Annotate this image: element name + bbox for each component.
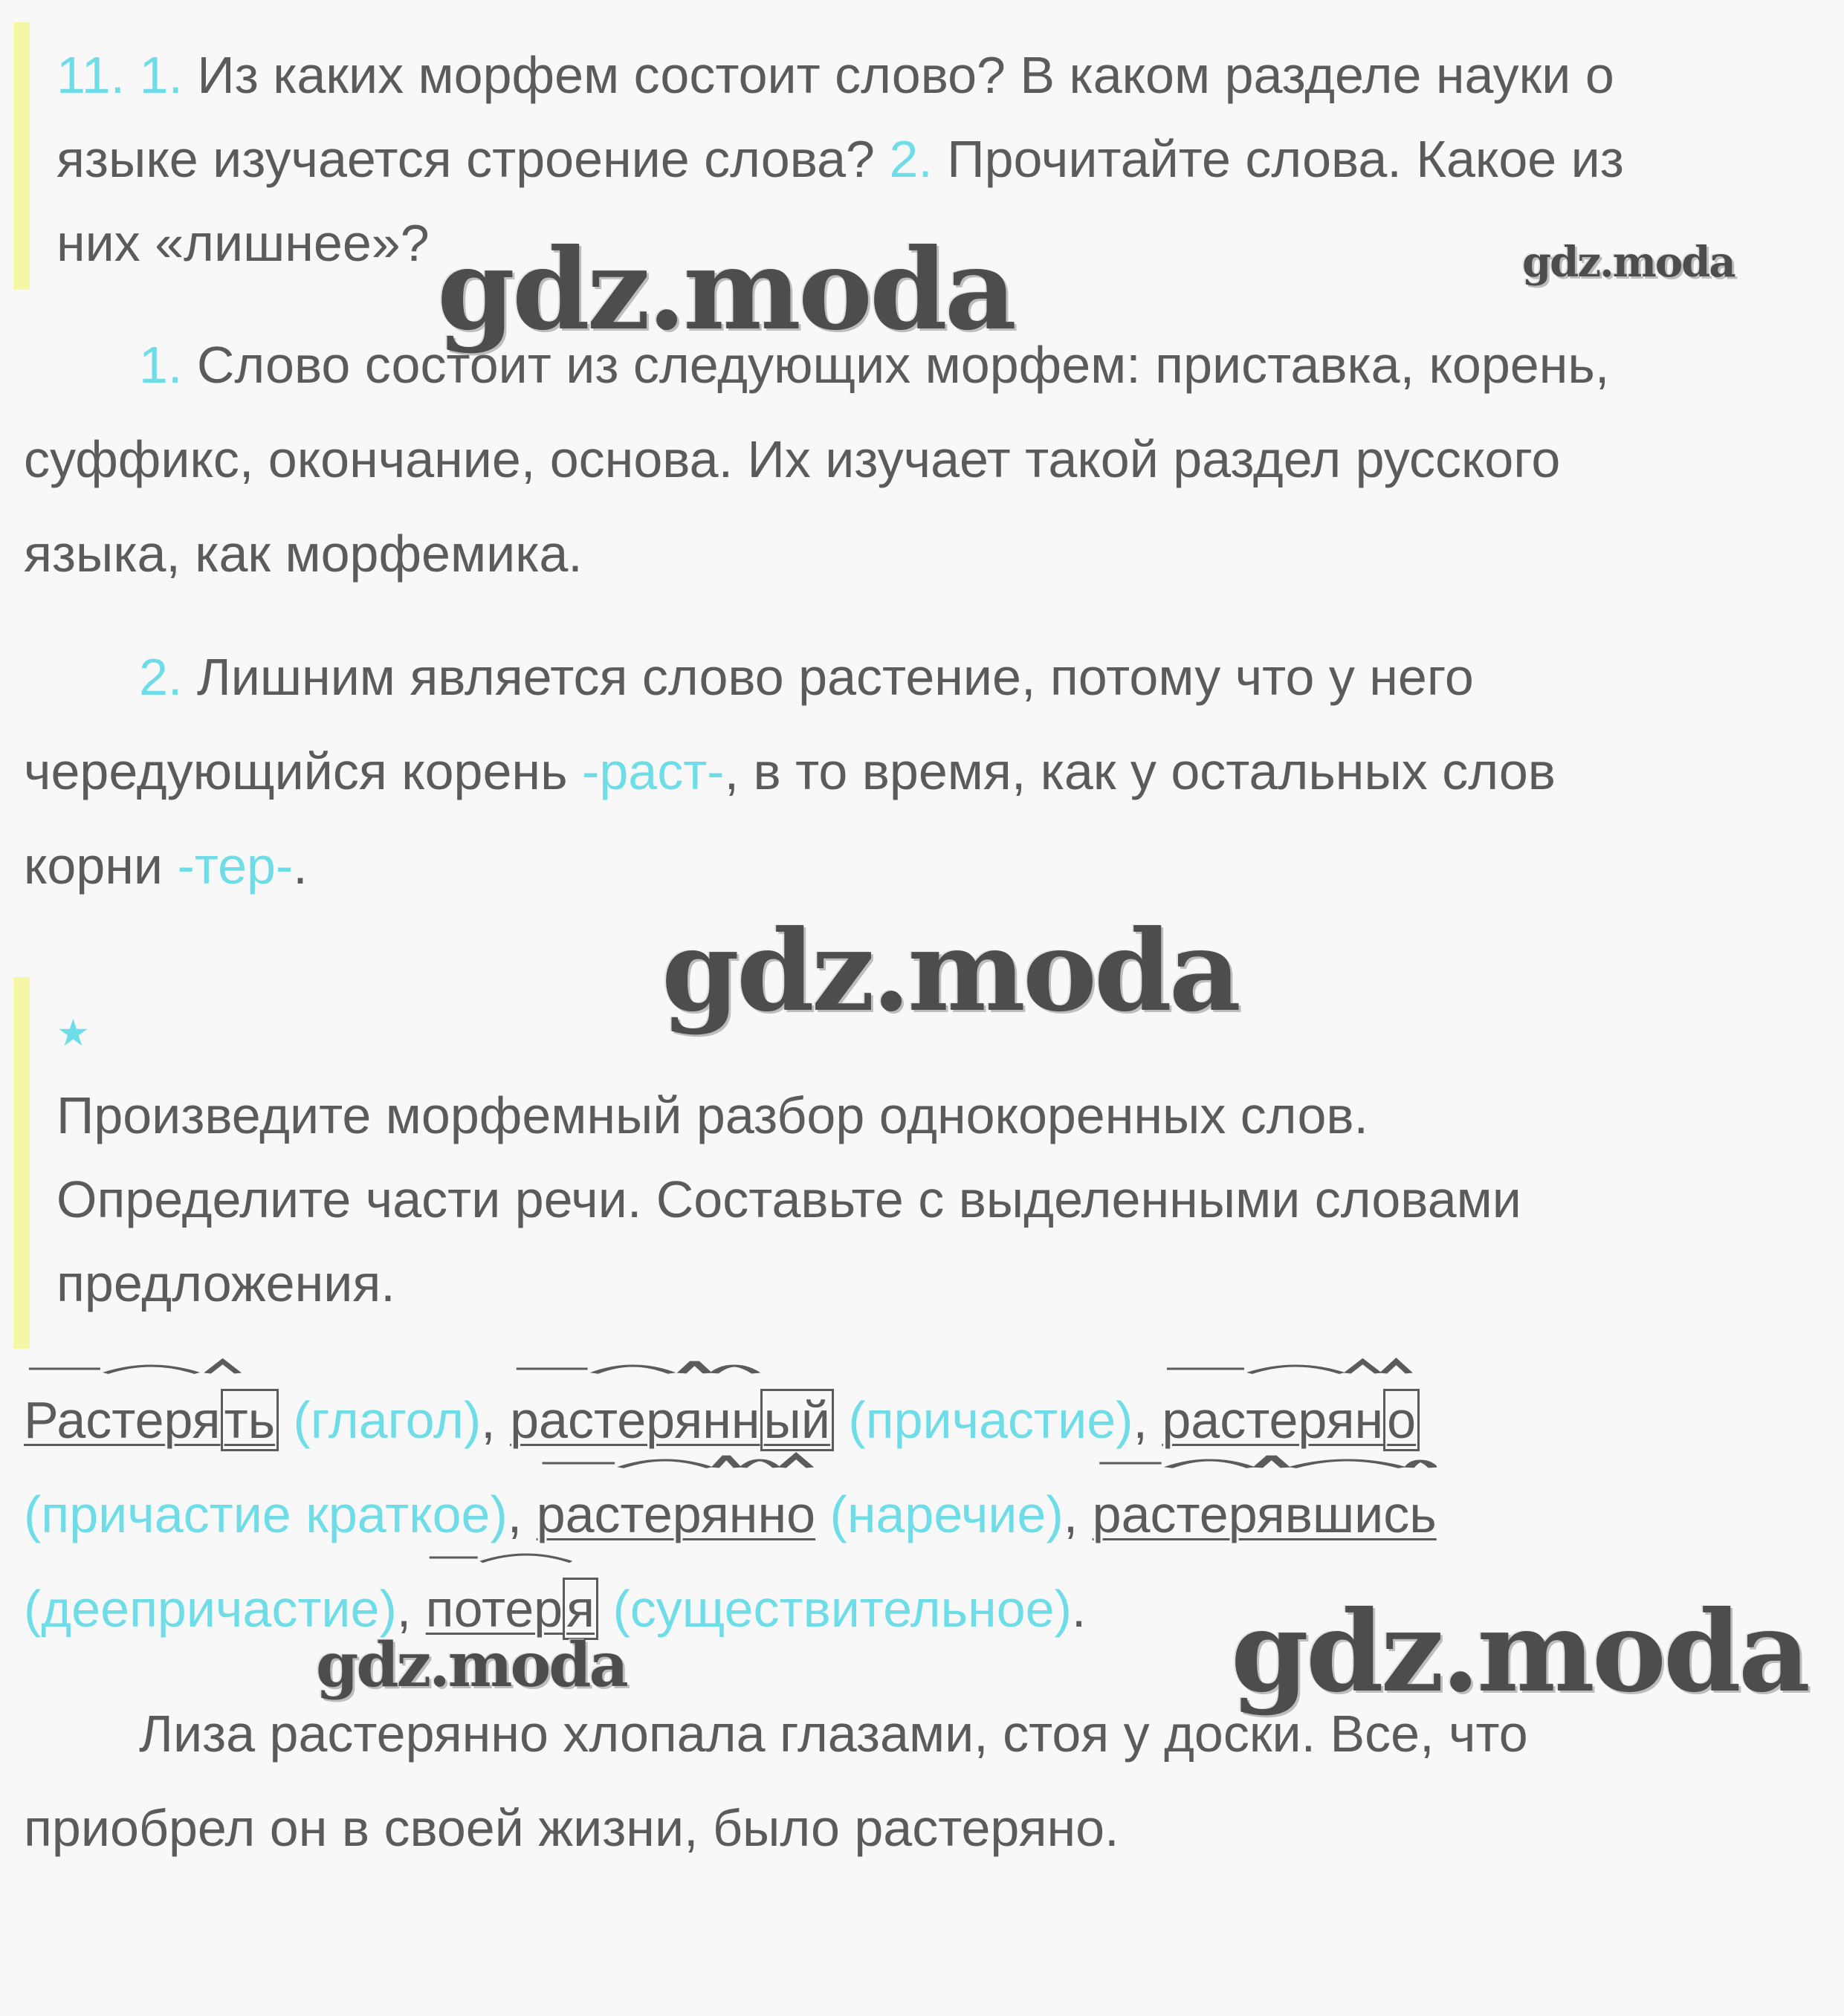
star-task-line3: предложения. — [56, 1254, 395, 1312]
pos-gerund: (деепричастие) — [24, 1580, 397, 1638]
pos-participle: (причастие) — [848, 1391, 1133, 1449]
ending-box: ый — [760, 1389, 834, 1451]
watermark: gdz.moda — [1522, 238, 1735, 287]
watermark: gdz.moda — [437, 224, 1015, 355]
word-rasteryavshis: растерявшись — [1093, 1468, 1437, 1562]
answer-2-line2a: чередующийся корень — [24, 742, 568, 800]
answer-1-line3: языка, как морфемика. — [24, 525, 583, 583]
task-text-line1: Из каких морфем состоит слово? В каком разделе науки о — [197, 46, 1614, 104]
ending-box: ть — [221, 1389, 279, 1451]
pos-verb: (глагол) — [293, 1391, 482, 1449]
ending-box: о — [1383, 1389, 1420, 1451]
star-task — [0, 992, 1844, 1326]
answer-1 — [0, 318, 1844, 601]
answer-1-line2: суффикс, окончание, основа. Их изучает такой раздел русского — [24, 430, 1561, 488]
answer-2-line3a: корни — [24, 837, 164, 895]
star-icon: ★ — [56, 1012, 90, 1054]
word-rasteryat: Растерять — [24, 1373, 279, 1468]
answer-2-number: 2. — [139, 648, 183, 706]
star-task-line2: Определите части речи. Составьте с выделенными словами — [56, 1170, 1521, 1228]
sentence-line2: приобрел он в своей жизни, было растеряно. — [24, 1799, 1119, 1857]
star-task-line1: Произведите морфемный разбор однокоренных слов. — [56, 1086, 1369, 1144]
answer-1-number: 1. — [139, 336, 183, 394]
answer-2-line3b: . — [293, 837, 308, 895]
answer-2 — [0, 630, 1844, 913]
task-number: 11. 1. — [56, 46, 183, 104]
sentence-line1: Лиза растерянно хлопала глазами, стоя у доски. Все, что — [139, 1705, 1528, 1763]
task-text-line3: Прочитайте слова. Какое из — [947, 130, 1624, 188]
morpheme-analysis: Растерять (глагол), растерянный (причастие), растеряно (причастие краткое), растерянно (наречие), растерявшись (деепричастие), потеря (существительное). — [0, 1373, 1844, 1656]
answer-1-line1: Слово состоит из следующих морфем: приставка, корень, — [196, 336, 1610, 394]
task-subnumber: 2. — [889, 130, 933, 188]
pos-adverb: (наречие) — [829, 1485, 1064, 1543]
watermark: gdz.moda — [316, 1630, 627, 1701]
word-poterya: потеря — [426, 1562, 598, 1656]
ending-box: я — [563, 1578, 598, 1640]
watermark: gdz.moda — [1231, 1586, 1808, 1717]
watermark: gdz.moda — [661, 906, 1239, 1037]
root-rast: -раст- — [582, 742, 725, 800]
answer-2-line2b: , в то время, как у остальных слов — [724, 742, 1556, 800]
answer-2-line1: Лишним является слово растение, потому что у него — [196, 648, 1474, 706]
word-rasteryano: растеряно — [1162, 1373, 1420, 1468]
task-text-line4: них «лишнее»? — [56, 214, 430, 272]
root-ter: -тер- — [177, 837, 294, 895]
pos-noun: (существительное) — [612, 1580, 1072, 1638]
word-rasteryannyy: растерянный — [510, 1373, 834, 1468]
task-text-line2: языке изучается строение слова? — [56, 130, 875, 188]
word-rasteryanno: растерянно — [537, 1468, 815, 1562]
pos-short-participle: (причастие краткое) — [24, 1485, 508, 1543]
